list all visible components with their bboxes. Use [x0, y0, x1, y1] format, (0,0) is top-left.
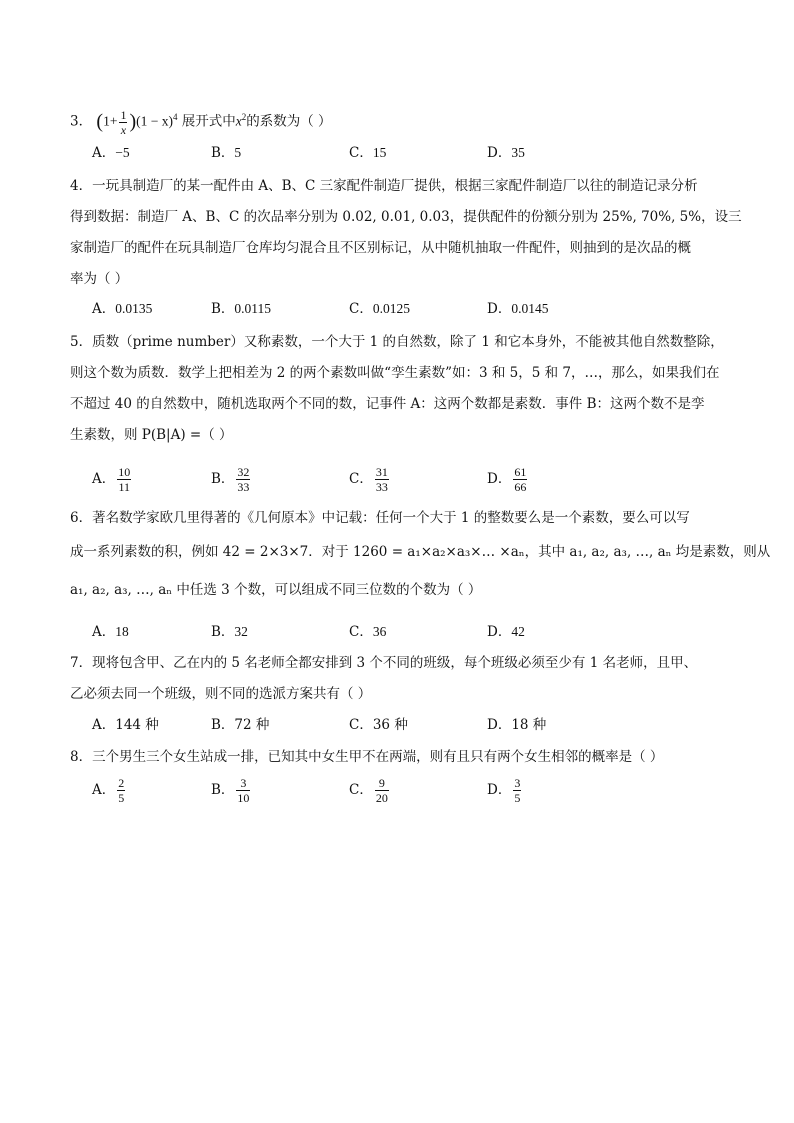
question-6	[70, 503, 771, 609]
option-b[interactable]: B．72 种	[211, 717, 270, 733]
question-7-line-2: 乙必须去同一个班级，则不同的选派方案共有（ ）	[70, 686, 372, 702]
option-d[interactable]: D．0.0145	[487, 301, 549, 317]
question-3	[70, 102, 725, 137]
question-3-stem: 3． (1+ $\frac{1}{x}$ )$(1 - x)^4$ 展开式中$x^2$的系数为（ ）	[70, 107, 332, 137]
option-d[interactable]: D．18 种	[487, 717, 547, 733]
question-3-options	[92, 140, 712, 166]
question-6-line-3: a₁, a₂, a₃, …, aₙ 中任选 3 个数，可以组成不同三位数的个数为（ ）	[70, 582, 482, 598]
question-4-options	[92, 296, 712, 322]
option-d[interactable]: D． $\frac{3}{5}$	[487, 776, 521, 805]
question-8	[70, 742, 725, 773]
option-b[interactable]: B． $\frac{32}{33}$	[211, 465, 250, 494]
question-4-line-4: 率为（ ）	[70, 271, 129, 287]
question-6-line-1: 6．著名数学家欧几里得著的《几何原本》中记载：任何一个大于 1 的整数要么是一个素数，要么可以写	[70, 510, 690, 526]
question-6-line-2: 成一系列素数的积，例如 42 = 2×3×7．对于 1260 = a₁×a₂×a₃×… ×aₙ，其中 a₁, a₂, a₃, …, aₙ 均是素数，则从	[70, 544, 771, 560]
question-7	[70, 648, 725, 710]
q3-var: x	[235, 113, 242, 129]
q3-expr-fraction: $\frac{1}{x}$	[120, 107, 127, 137]
q3-expr-factor: (1 − x)	[136, 113, 173, 129]
q3-text-end: 的系数为（ ）	[246, 113, 332, 130]
option-c[interactable]: C． $\frac{31}{33}$	[349, 465, 388, 494]
option-a[interactable]: A．18	[92, 624, 129, 640]
q3-text: 展开式中	[181, 113, 236, 130]
option-d[interactable]: D．42	[487, 624, 525, 640]
option-b[interactable]: B．0.0115	[211, 301, 272, 317]
question-4	[70, 171, 742, 295]
option-a[interactable]: A． $\frac{10}{11}$	[92, 465, 131, 494]
question-5-line-1: 5．质数（prime number）又称素数，一个大于 1 的自然数，除了 1 和它本身外，不能被其他自然数整除，	[70, 334, 724, 350]
question-8-options	[92, 776, 712, 810]
question-4-line-1: 4．一玩具制造厂的某一配件由 A、B、C 三家配件制造厂提供，根据三家配件制造厂以往的制造记录分析	[70, 178, 698, 194]
option-b[interactable]: B．5	[211, 145, 242, 161]
question-7-line-1: 7．现将包含甲、乙在内的 5 名老师全都安排到 3 个不同的班级，每个班级必须至少有 1 名老师，且甲、	[70, 655, 698, 671]
question-5-line-4: 生素数，则 P(B|A) =（ ）	[70, 427, 233, 443]
option-d[interactable]: D． $\frac{61}{66}$	[487, 465, 527, 494]
q3-var-exponent: 2	[241, 112, 247, 122]
option-a[interactable]: A．−5	[92, 145, 130, 161]
q3-expr-one: 1+	[103, 113, 118, 129]
option-a[interactable]: A．0.0135	[92, 301, 153, 317]
option-d[interactable]: D．35	[487, 145, 525, 161]
question-4-line-3: 家制造厂的配件在玩具制造厂仓库均匀混合且不区别标记，从中随机抽取一件配件，则抽到的是次品的概	[70, 240, 691, 256]
question-5	[70, 327, 725, 451]
option-c[interactable]: C．36	[349, 624, 387, 640]
question-6-options	[92, 619, 712, 645]
q3-expr-exponent: 4	[172, 112, 178, 122]
question-8-line-1: 8．三个男生三个女生站成一排，已知其中女生甲不在两端，则有且只有两个女生相邻的概率是（ ）	[70, 749, 664, 765]
question-5-line-2: 则这个数为质数．数学上把相差为 2 的两个素数叫做“孪生素数”如：3 和 5，5 和 7，…，那么，如果我们在	[70, 365, 720, 381]
option-c[interactable]: C．36 种	[349, 717, 408, 733]
question-4-line-2: 得到数据：制造厂 A、B、C 的次品率分别为 0.02, 0.01, 0.03，提供配件的份额分别为 25%, 70%, 5%，设三	[70, 209, 742, 225]
option-b[interactable]: B．32	[211, 624, 248, 640]
option-c[interactable]: C．15	[349, 145, 387, 161]
option-a[interactable]: A． $\frac{2}{5}$	[92, 776, 125, 805]
question-5-line-3: 不超过 40 的自然数中，随机选取两个不同的数，记事件 A：这两个数都是素数．事件 B：这两个数不是孪	[70, 396, 705, 412]
question-3-number: 3．	[70, 113, 93, 130]
option-b[interactable]: B． $\frac{3}{10}$	[211, 776, 250, 805]
option-c[interactable]: C．0.0125	[349, 301, 410, 317]
question-7-options	[92, 712, 712, 738]
option-a[interactable]: A．144 种	[92, 717, 159, 733]
question-5-options	[92, 465, 712, 499]
option-c[interactable]: C． $\frac{9}{20}$	[349, 776, 388, 805]
